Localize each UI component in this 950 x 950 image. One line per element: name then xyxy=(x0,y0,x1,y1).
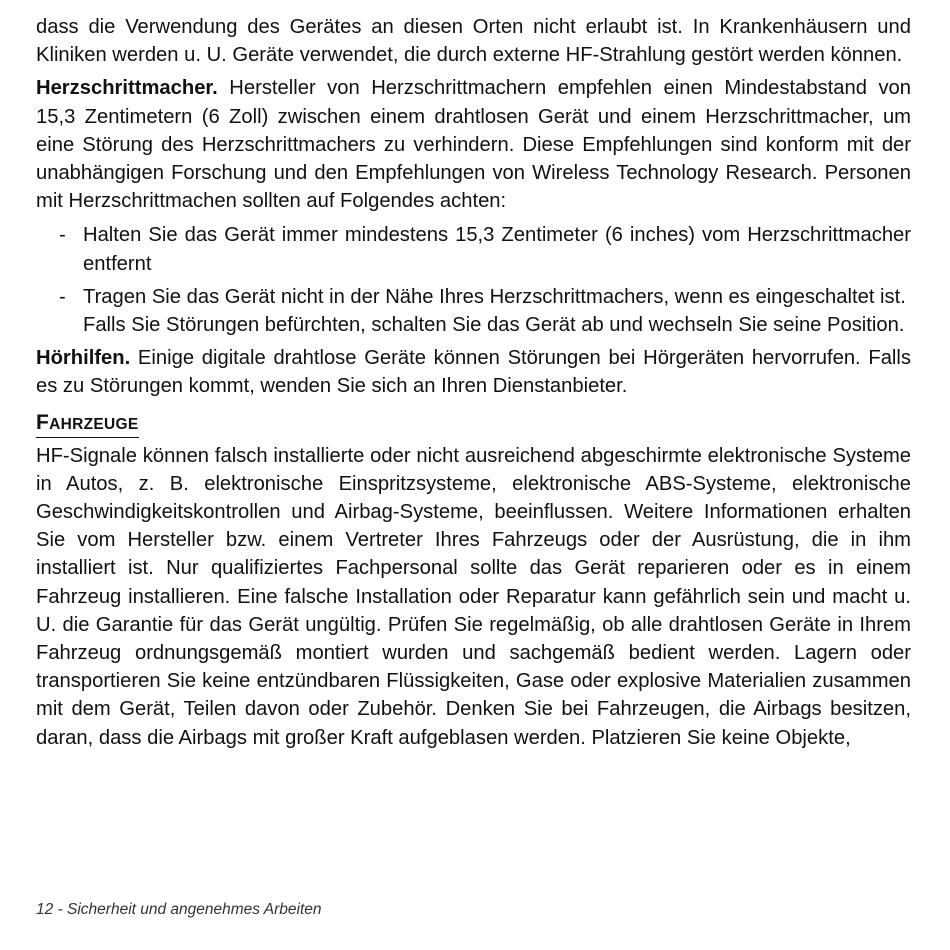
vehicles-paragraph: HF-Signale können falsch installierte oder nicht ausreichend abgeschirmte elektronische Systeme in Autos, z. B. elektronische Einspritzsysteme, elektronische ABS-Systeme, elektronische Geschwindigkeitskontrollen und Airbag-Systeme, beeinflussen. Weitere Informationen erhalten Sie vom Hersteller bzw. einem Vertreter Ihres Fahrzeugs oder der Ausrüstung, die in ihm installiert ist. Nur qualifiziertes Fachpersonal sollte das Gerät reparieren oder es in einem Fahrzeug installieren. Eine falsche Installation oder Reparatur kann gefährlich sein und macht u. U. die Garantie für das Gerät ungültig. Prüfen Sie regelmäßig, ob alle drahtlosen Geräte in Ihrem Fahrzeug ordnungsgemäß montiert wurden und sachgemäß bedient werden. Lagern oder transportieren Sie keine entzündbaren Flüssigkeiten, Gase oder explosive Materialien zusammen mit dem Gerät, Teilen davon oder Zubehör. Denken Sie bei Fahrzeugen, die Airbags besitzen, daran, dass die Airbags mit großer Kraft aufgeblasen werden. Platzieren Sie keine Objekte, xyxy=(36,444,911,749)
hearing-paragraph xyxy=(36,344,911,400)
list-item xyxy=(36,283,911,339)
list-item-text: Tragen Sie das Gerät nicht in der Nähe Ihres Herzschrittmachers, wenn es eingeschaltet ist. xyxy=(83,285,906,308)
intro-paragraph: dass die Verwendung des Gerätes an diesen Orten nicht erlaubt ist. In Krankenhäusern und Kliniken werden u. U. Geräte verwendet, die durch externe HF-Strahlung gestört werden können. xyxy=(36,16,911,67)
list-dash: - xyxy=(59,285,66,308)
list-item-text: Halten Sie das Gerät immer mindestens 15,3 Zentimeter (6 inches) vom Herzschrittmacher entfernt xyxy=(83,224,911,275)
document-page xyxy=(36,13,911,752)
page-footer: 12 - Sicherheit und angenehmes Arbeiten xyxy=(36,901,322,918)
hearing-title: Hörhilfen. xyxy=(36,347,131,370)
heading-initial: F xyxy=(36,410,50,434)
section-heading-vehicles xyxy=(36,411,139,438)
list-item-note: Falls Sie Störungen befürchten, schalten Sie das Gerät ab und wechseln Sie seine Position. xyxy=(83,314,905,337)
pacemaker-list xyxy=(36,221,911,339)
pacemaker-title: Herzschrittmacher. xyxy=(36,77,218,100)
heading-rest: AHRZEUGE xyxy=(49,415,139,433)
list-dash: - xyxy=(59,224,66,247)
list-item xyxy=(36,221,911,277)
hearing-text: Einige digitale drahtlose Geräte können Störungen bei Hörgeräten hervorrufen. Falls es zu Störungen kommt, wenden Sie sich an Ihren Dienstanbieter. xyxy=(36,347,911,398)
pacemaker-text: Hersteller von Herzschrittmachern empfehlen einen Mindestabstand von 15,3 Zentimetern (6 Zoll) zwischen einem drahtlosen Gerät und einem Herzschrittmacher, um eine Störung des Herzschrittmachers zu verhindern. Diese Empfehlungen sind konform mit der unabhängigen Forschung und den Empfehlungen von Wireless Technology Research. Personen mit Herzschrittmachen sollten auf Folgendes achten: xyxy=(36,77,911,213)
pacemaker-paragraph xyxy=(36,74,911,215)
